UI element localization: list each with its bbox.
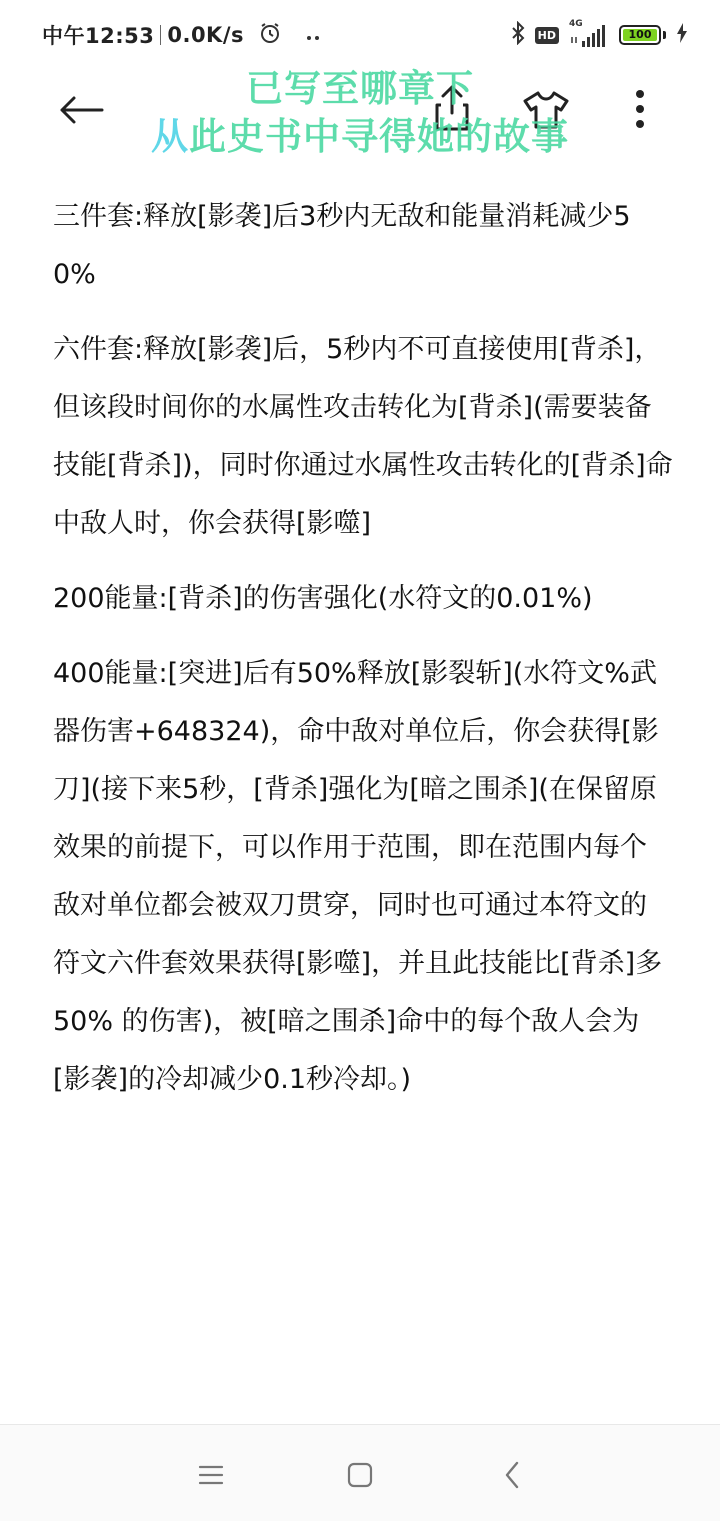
status-time: 中午12:53 [42, 24, 155, 48]
reader-toolbar [0, 68, 720, 158]
signal-icon [569, 21, 609, 49]
back-chevron-icon [504, 1461, 520, 1489]
home-square-icon [347, 1462, 373, 1488]
menu-icon [198, 1464, 224, 1486]
more-notifications-icon [306, 23, 322, 47]
overlay-line-1-text: 已写至哪章下 [246, 67, 474, 110]
hd-badge: HD [535, 27, 559, 44]
system-nav-bar [0, 1424, 720, 1521]
paragraph: 200能量:[背杀]的伤害强化(水符文的0.01%) [53, 583, 593, 614]
paragraph: 六件套:释放[影袭]后，5秒内不可直接使用[背杀]，但该段时间你的水属性攻击转化为[背杀](需要装备技能[背杀])，同时你通过水属性攻击转化的[背杀]命中敌人时，你会获得[影噬] [53, 334, 673, 539]
theme-button[interactable] [520, 88, 572, 132]
home-button[interactable] [340, 1455, 380, 1495]
charging-icon [676, 23, 688, 47]
network-type: 4G [569, 19, 583, 29]
overlay-line-2-first: 从 [151, 115, 189, 158]
network-speed: 0.0K/s [167, 23, 245, 47]
paragraph: 三件套:释放[影袭]后3秒内无敌和能量消耗减少50% [53, 201, 631, 290]
more-button[interactable] [624, 84, 656, 134]
status-bar [0, 0, 720, 68]
paragraph: 400能量:[突进]后有50%释放[影裂斩](水符文%武器伤害+648324)，命中敌对单位后，你会获得[影刀](接下来5秒，[背杀]强化为[暗之围杀](在保留原效果的前提下，可以作用于范围，即在范围内每个敌对单位都会被双刀贯穿，同时也可通过本符文的符文六件套效果获得[影噬]，并且此技能比[背杀]多50% 的伤害)，被[暗之围杀]命中的每个敌人会为[影袭]的冷却减少0.1秒冷却。) [53, 658, 663, 1095]
recents-button[interactable] [191, 1455, 231, 1495]
chapter-content[interactable] [53, 188, 673, 1126]
back-button[interactable] [54, 88, 108, 132]
bluetooth-icon [511, 21, 525, 49]
share-button[interactable] [430, 80, 474, 136]
status-left [42, 20, 322, 50]
nav-back-button[interactable] [492, 1455, 532, 1495]
more-vertical-icon [635, 89, 645, 129]
back-arrow-icon [58, 95, 104, 125]
alarm-icon [258, 21, 282, 50]
battery-level: 100 [628, 28, 652, 41]
status-right [511, 20, 688, 50]
overlay-line-2-rest: 此史书中寻得她的故事 [189, 115, 569, 158]
battery-tip [663, 31, 666, 39]
status-divider [160, 25, 161, 45]
battery-icon [619, 25, 661, 45]
theme-shirt-icon [522, 90, 570, 130]
share-icon [432, 83, 472, 133]
